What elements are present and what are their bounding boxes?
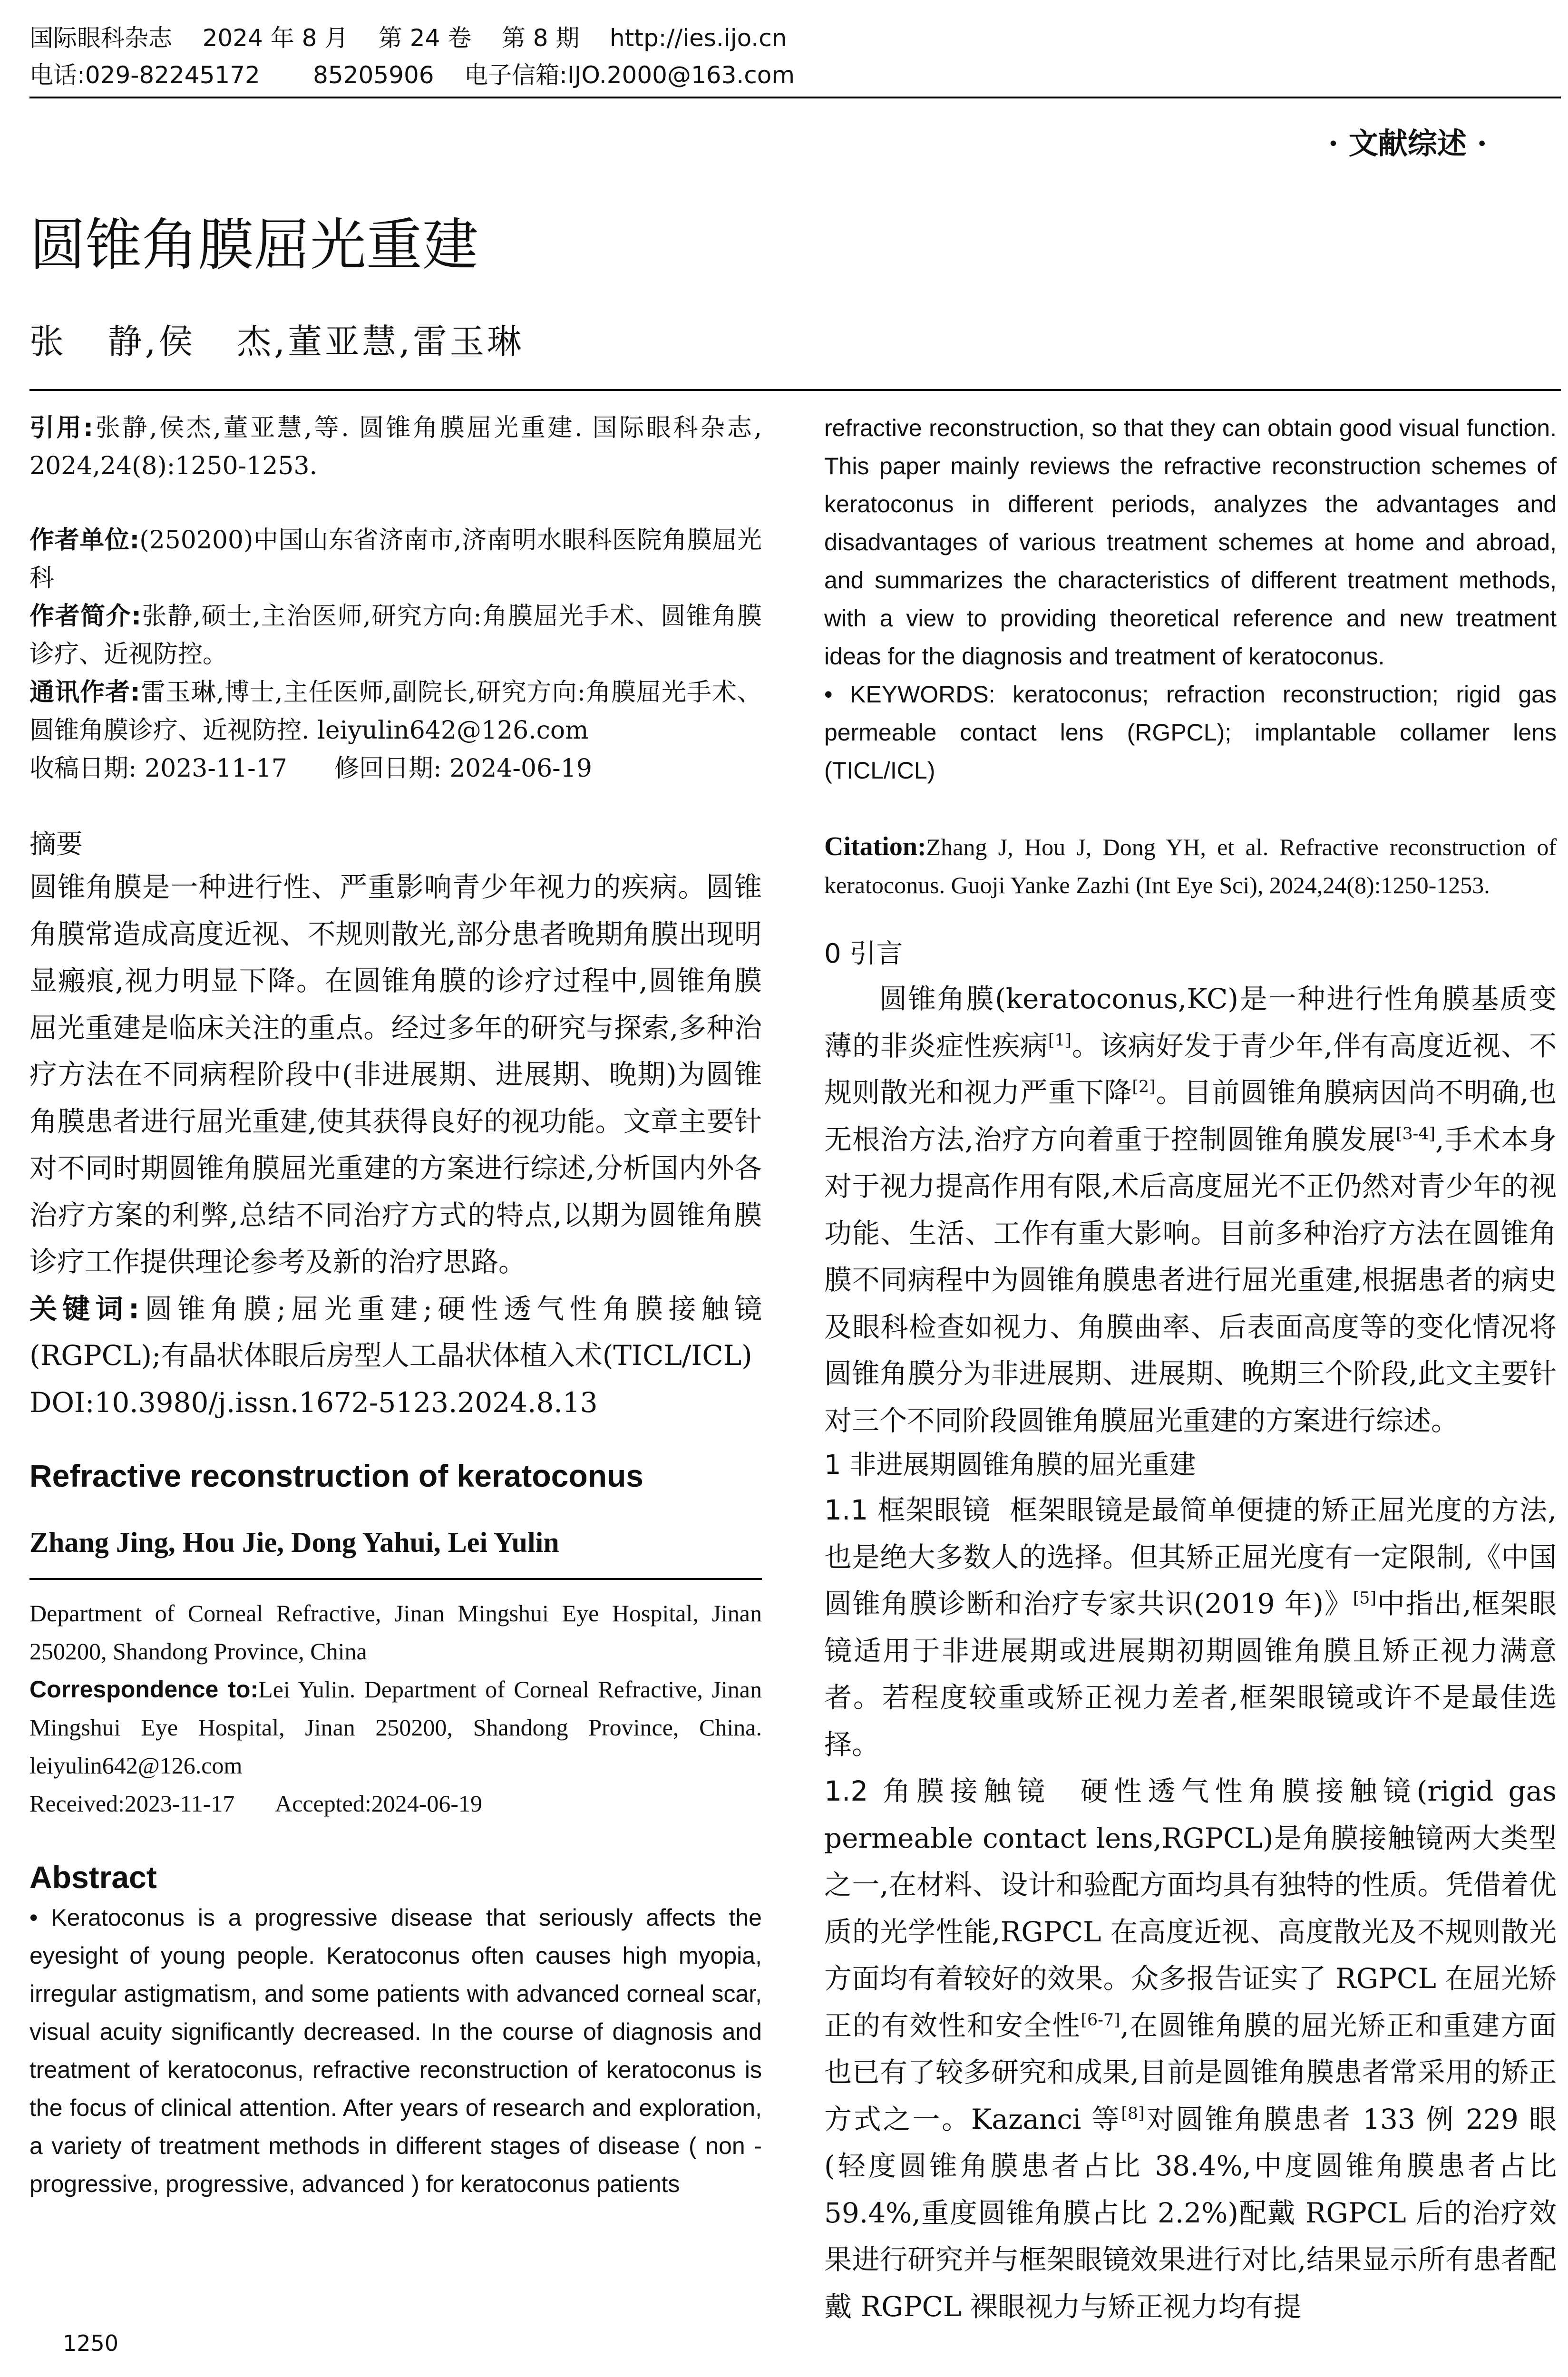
ref-5[interactable]: [5]: [1353, 1588, 1377, 1608]
abstract-en-part1: • Keratoconus is a progressive disease that seriously affects the eyesight of young people. Keratoconus often causes high myopia, irregular astigmatism, and some patients with advanced corneal scar, visual acuity significantly decreased. In the course of diagnosis and treatment of keratoconus, refractive reconstruction of keratoconus is the focus of clinical attention. After years of research and exploration, a variety of treatment methods in different stages of disease ( non - progressive, progressive, advanced ) for keratoconus patients: [29, 1904, 762, 2197]
section-1-1-heading: 1.1 框架眼镜: [824, 1494, 991, 1526]
section-0-paragraph: 圆锥角膜(keratoconus,KC)是一种进行性角膜基质变薄的非炎症性疾病[1]。该病好发于青少年,伴有高度近视、不规则散光和视力严重下降[2]。目前圆锥角膜病因尚不明确,也无根治方法,治疗方向着重于控制圆锥角膜发展[3-4],手术本身对于视力提高作用有限,术后高度屈光不正仍然对青少年的视功能、生活、工作有重大影响。目前多种治疗方法在圆锥角膜不同病程中为圆锥角膜患者进行屈光重建,根据患者的病史及眼科检查如视力、角膜曲率、后表面高度等的变化情况将圆锥角膜分为非进展期、进展期、晚期三个阶段,此文主要针对三个不同阶段圆锥角膜屈光重建的方案进行综述。: [824, 983, 1557, 1437]
en-affiliation: Department of Corneal Refractive, Jinan Mingshui Eye Hospital, Jinan 250200, Shandong Province, China: [29, 1600, 762, 1665]
abstract-en-part2: refractive reconstruction, so that they can obtain good visual function. This paper mainly reviews the refractive reconstruction schemes of keratoconus in different periods, analyzes the advantages and disadvantages of various treatment schemes at home and abroad, and summarizes the characteristics of different treatment methods, with a view to providing theoretical reference and new treatment ideas for the diagnosis and treatment of keratoconus.: [824, 415, 1557, 670]
ref-2[interactable]: [2]: [1132, 1077, 1156, 1097]
title-rule: [29, 389, 1561, 391]
en-authors: Zhang Jing, Hou Jie, Dong Yahui, Lei Yulin: [29, 1527, 559, 1558]
ref-3-4[interactable]: [3-4]: [1395, 1124, 1436, 1144]
abstract-heading-cn: 摘要: [29, 829, 83, 860]
author-bio-cn: 作者简介:张静,硕士,主治医师,研究方向:角膜屈光手术、圆锥角膜诊疗、近视防控。: [29, 602, 762, 669]
doi: DOI:10.3980/j.issn.1672-5123.2024.8.13: [29, 1386, 598, 1419]
section-1-1-paragraph: 1.1 框架眼镜 框架眼镜是最简单便捷的矫正屈光度的方法,也是绝大多数人的选择。但其矫正屈光度有一定限制,《中国圆锥角膜诊断和治疗专家共识(2019 年)》[5]中指出,框架眼镜适用于非进展期或进展期初期圆锥角膜且矫正视力满意者。若程度较重或矫正视力差者,框架眼镜或许不是最佳选择。: [824, 1494, 1557, 1761]
en-correspondence: Correspondence to:Lei Yulin. Department of Corneal Refractive, Jinan Mingshui Eye Hospital, Jinan 250200, Shandong Province, China. leiyulin642@126.com: [29, 1676, 762, 1779]
section-1-2-heading: 1.2 角膜接触镜: [824, 1775, 1051, 1807]
journal-header-line2: 电话:029-82245172 85205906 电子信箱:IJO.2000@163.com: [29, 61, 795, 89]
left-column: [29, 409, 762, 2203]
en-title: Refractive reconstruction of keratoconus: [29, 1458, 643, 1493]
section-label: · 文献综述 ·: [1328, 126, 1487, 161]
correspondence-cn: 通讯作者:雷玉琳,博士,主任医师,副院长,研究方向:角膜屈光手术、圆锥角膜诊疗、近视防控. leiyulin642@126.com: [29, 678, 762, 745]
en-authors-rule: [29, 1578, 762, 1580]
right-column: [824, 409, 1557, 2330]
journal-header-line1: 国际眼科杂志 2024 年 8 月 第 24 卷 第 8 期 http://ies.ijo.cn: [29, 24, 787, 52]
page-title: 圆锥角膜屈光重建: [29, 212, 479, 278]
en-dates: Received:2023-11-17 Accepted:2024-06-19: [29, 1790, 483, 1817]
citation-cn: 引用:张静,侯杰,董亚慧,等. 圆锥角膜屈光重建. 国际眼科杂志, 2024,24(8):1250-1253.: [29, 414, 762, 480]
ref-8[interactable]: [8]: [1121, 2104, 1145, 2124]
authors-cn: 张 静,侯 杰,董亚慧,雷玉琳: [29, 321, 524, 361]
dates-cn: 收稿日期: 2023-11-17 修回日期: 2024-06-19: [29, 754, 592, 783]
abstract-heading-en: Abstract: [29, 1860, 157, 1895]
section-1-2-paragraph: 1.2 角膜接触镜 硬性透气性角膜接触镜(rigid gas permeable contact lens,RGPCL)是角膜接触镜两大类型之一,在材料、设计和验配方面均具有独特的性质。凭借着优质的光学性能,RGPCL 在高度近视、高度散光及不规则散光方面均有着较好的效果。众多报告证实了 RGPCL 在屈光矫正的有效性和安全性[6-7],在圆锥角膜的屈光矫正和重建方面也已有了较多研究和成果,目前是圆锥角膜患者常采用的矫正方式之一。Kazanci 等[8]对圆锥角膜患者 133 例 229 眼(轻度圆锥角膜患者占比 38.4%,中度圆锥角膜患者占比 59.4%,重度圆锥角膜占比 2.2%)配戴 RGPCL 后的治疗效果进行研究并与框架眼镜效果进行对比,结果显示所有患者配戴 RGPCL 裸眼视力与矫正视力均有提: [824, 1775, 1557, 2323]
keywords-en: • KEYWORDS: keratoconus; refraction reconstruction; rigid gas permeable contact lens (RGPCL); implantable collamer lens (TICL/ICL): [824, 681, 1557, 784]
ref-6-7[interactable]: [6-7]: [1081, 2010, 1120, 2030]
abstract-cn: 圆锥角膜是一种进行性、严重影响青少年视力的疾病。圆锥角膜常造成高度近视、不规则散光,部分患者晚期角膜出现明显瘢痕,视力明显下降。在圆锥角膜的诊疗过程中,圆锥角膜屈光重建是临床关注的重点。经过多年的研究与探索,多种治疗方法在不同病程阶段中(非进展期、进展期、晚期)为圆锥角膜患者进行屈光重建,使其获得良好的视功能。文章主要针对不同时期圆锥角膜屈光重建的方案进行综述,分析国内外各治疗方案的利弊,总结不同治疗方式的特点,以期为圆锥角膜诊疗工作提供理论参考及新的治疗思路。: [29, 871, 762, 1278]
ref-1[interactable]: [1]: [1048, 1031, 1072, 1050]
citation-en: Citation:Zhang J, Hou J, Dong YH, et al. Refractive reconstruction of keratoconus. Guoji Yanke Zazhi (Int Eye Sci), 2024,24(8):1250-1253.: [824, 832, 1557, 898]
header-rule: [29, 97, 1561, 98]
section-0-heading: 0 引言: [824, 938, 903, 969]
keywords-cn: 关键词:圆锥角膜;屈光重建;硬性透气性角膜接触镜(RGPCL);有晶状体眼后房型人工晶状体植入术(TICL/ICL): [29, 1292, 762, 1372]
affiliation-cn: 作者单位:(250200)中国山东省济南市,济南明水眼科医院角膜屈光科: [29, 526, 762, 593]
section-1-heading: 1 非进展期圆锥角膜的屈光重建: [824, 1450, 1196, 1481]
page-number: 1250: [63, 2330, 119, 2356]
